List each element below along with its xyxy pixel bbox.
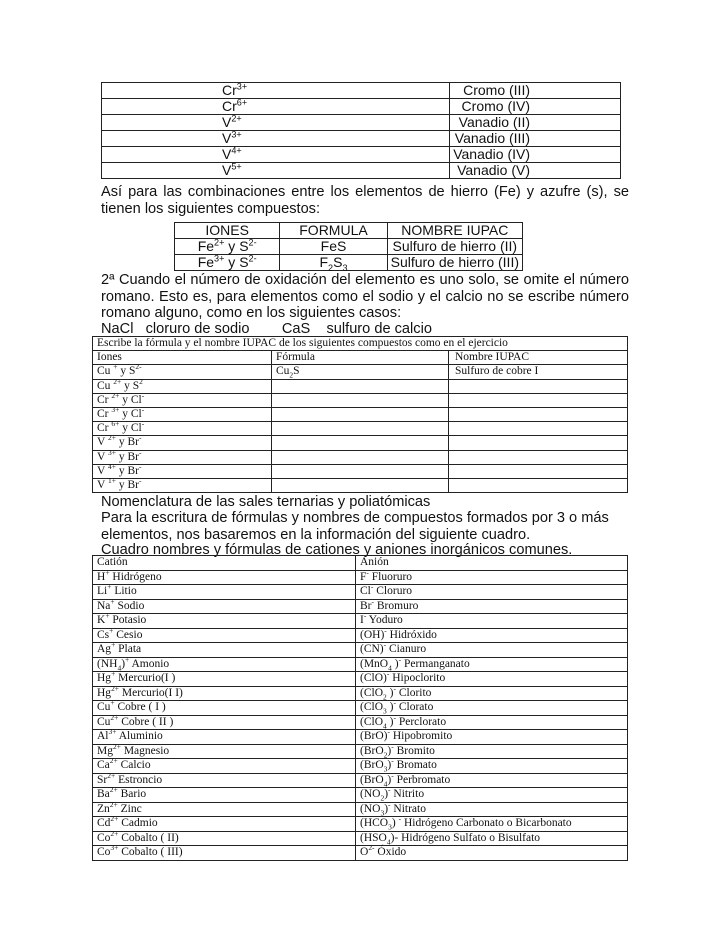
name-cell: Cromo (III) [450, 83, 621, 99]
ion-cell: $V^{3+}$ [102, 131, 450, 147]
cation-cell: $(NH_4)^+$ Amonio [93, 657, 356, 672]
iron-sulfide-table [174, 222, 523, 271]
table-row [93, 478, 628, 492]
cation-cell: $Co^{3+}$ Cobalto ( III) [93, 846, 356, 861]
anion-cell: (ClO$_4$ )- Perclorato [356, 715, 628, 730]
name-cell [449, 422, 628, 436]
ions-cell: V $^{1+}$ y Br- [93, 478, 272, 492]
section-paragraph: Para la escritura de fórmulas y nombres de compuestos formados por 3 o más elementos, nos basaremos en la información del siguiente cuadro. [101, 510, 609, 543]
cation-cell: $Al^{3+}$ Aluminio [93, 730, 356, 745]
cation-cell: Cs+ Cesio [93, 628, 356, 643]
cation-cell: $Zn^{2+}$ Zinc [93, 802, 356, 817]
anion-cell: $(HSO_4)-$ Hidrógeno Sulfato o Bisulfato [356, 831, 628, 846]
table-row [93, 450, 628, 464]
name-cell [449, 407, 628, 421]
table-row [93, 831, 628, 846]
exercise-instruction-row [93, 337, 628, 351]
cation-cell: Ag+ Plata [93, 643, 356, 658]
name-cell [449, 379, 628, 393]
header-formula: Fórmula [272, 351, 449, 365]
ions-cell: Cu $^{2+}$ y $S^2$ [93, 379, 272, 393]
ions-cell: Cr $^{2+}$ y Cl- [93, 393, 272, 407]
table-row [93, 643, 628, 658]
table-row [102, 147, 621, 163]
cation-cell: $Co^{2+}$ Cobalto ( II) [93, 831, 356, 846]
table-row [93, 599, 628, 614]
metal-ions-table [101, 82, 621, 179]
table-row [93, 393, 628, 407]
table-row [102, 99, 621, 115]
cation-cell: Na+ Sodio [93, 599, 356, 614]
rule-paragraph: 2ª Cuando el número de oxidación del elemento es uno solo, se omite el número romano. Esto es, para elementos como el sodio y el calcio no se escribe número romano alguno, como en los siguientes casos: [101, 272, 629, 321]
name-cell [449, 393, 628, 407]
name-cell: Sulfuro de hierro (III) [387, 255, 522, 271]
table-row [102, 115, 621, 131]
name-cell: Cromo (IV) [450, 99, 621, 115]
table-row [93, 817, 628, 832]
anion-cell: $O^{2-}$ Óxido [356, 846, 628, 861]
ions-table-body [93, 567, 628, 860]
ion-cell: $V^{4+}$ [102, 147, 450, 163]
anion-cell: F- Fluoruro [356, 570, 628, 585]
ions-cell: V $^{4+}$ y Br- [93, 464, 272, 478]
name-cell [449, 450, 628, 464]
header-formula: FORMULA [280, 223, 387, 239]
ions-cell: Cu + y $S^{2-}$ [93, 365, 272, 379]
anion-cell: (OH)- Hidróxido [356, 628, 628, 643]
anion-cell: (ClO)- Hipoclorito [356, 672, 628, 687]
examples-line: NaCl cloruro de sodio CaS sulfuro de calcio [101, 321, 432, 337]
exercise-table-body [93, 362, 628, 493]
formula-cell [272, 407, 449, 421]
table-row [93, 365, 628, 379]
formula-cell [272, 393, 449, 407]
anion-cell: (MnO$_4$ )- Permanganato [356, 657, 628, 672]
cation-cell: $Sr^{2+}$ Estroncio [93, 773, 356, 788]
anion-cell: (BrO$_4$)- Perbromato [356, 773, 628, 788]
table-row [175, 255, 523, 271]
ion-cell: $Cr^{6+}$ [102, 99, 450, 115]
exercise-table [92, 336, 628, 493]
anion-cell: (BrO$_2$)- Bromito [356, 744, 628, 759]
table-row [102, 83, 621, 99]
table-row [93, 464, 628, 478]
cation-cell: K+ Potasio [93, 614, 356, 629]
exercise-instruction: Escribe la fórmula y el nombre IUPAC de los siguientes compuestos como en el ejercicio [93, 337, 628, 351]
table-row [93, 657, 628, 672]
cation-cell: Hg+ Mercurio(I ) [93, 672, 356, 687]
anion-cell: (ClO$_2$ )- Clorito [356, 686, 628, 701]
anion-cell: $(HCO_3)$ - Hidrógeno Carbonato o Bicarbonato [356, 817, 628, 832]
cations-anions-table [92, 555, 628, 861]
cation-cell: $Hg^{2+}$ Mercurio(I I) [93, 686, 356, 701]
ions-cell: V $^{3+}$ y Br- [93, 450, 272, 464]
cation-cell: $Cu^{2+}$ Cobre ( II ) [93, 715, 356, 730]
name-cell: Vanadio (II) [450, 115, 621, 131]
name-cell: Sulfuro de hierro (II) [387, 239, 522, 255]
formula-cell [272, 379, 449, 393]
table-row [175, 239, 523, 255]
table-row [102, 131, 621, 147]
name-cell: Vanadio (IV) [450, 147, 621, 163]
table-row [93, 773, 628, 788]
header-iones: Iones [93, 351, 272, 365]
table-row [93, 744, 628, 759]
table-row [93, 407, 628, 421]
formula-cell: $Cu_2S$ [272, 365, 449, 379]
formula-cell: $F_2S_3$ [280, 255, 387, 271]
ion-cell: $V^{5+}$ [102, 163, 450, 179]
header-anion: Anión [356, 556, 628, 571]
ions-cell: Cr $^{3+}$ y Cl- [93, 407, 272, 421]
name-cell: Vanadio (III) [450, 131, 621, 147]
header-nombre-iupac: Nombre IUPAC [449, 351, 628, 365]
ions-cell: V $^{2+}$ y Br- [93, 436, 272, 450]
cuadro-title: Cuadro nombres y fórmulas de cationes y aniones inorgánicos comunes. [101, 542, 573, 558]
name-cell [449, 478, 628, 492]
anion-cell: I- Yoduro [356, 614, 628, 629]
table-row [93, 846, 628, 861]
section-title: Nomenclatura de las sales ternarias y poliatómicas [101, 494, 431, 510]
name-cell [449, 464, 628, 478]
table-row [93, 686, 628, 701]
cation-cell: H+ Hidrógeno [93, 570, 356, 585]
anion-cell: (ClO$_3$ )- Clorato [356, 701, 628, 716]
anion-cell: $(NO_2)^-$ Nitrito [356, 788, 628, 803]
anion-cell: Br- Bromuro [356, 599, 628, 614]
cation-cell: $Cd^{2+}$ Cadmio [93, 817, 356, 832]
ion-cell: $V^{2+}$ [102, 115, 450, 131]
formula-cell [272, 450, 449, 464]
table-row [93, 628, 628, 643]
ions-header-row [93, 556, 628, 571]
cation-cell: $Ca^{2+}$ Calcio [93, 759, 356, 774]
table-row [93, 730, 628, 745]
table-row [93, 759, 628, 774]
anion-cell: Cl- Cloruro [356, 585, 628, 600]
ions-cell: $Fe^{2+}$ y $S^{2-}$ [175, 239, 280, 255]
header-cation: Catión [93, 556, 356, 571]
table-row [93, 570, 628, 585]
iron-table-header-row [175, 223, 523, 239]
table-row [93, 672, 628, 687]
header-nombre-iupac: NOMBRE IUPAC [387, 223, 522, 239]
table-row [93, 802, 628, 817]
name-cell: Vanadio (V) [450, 163, 621, 179]
table-row [93, 701, 628, 716]
cation-cell: $Mg^{2+}$ Magnesio [93, 744, 356, 759]
formula-cell [272, 464, 449, 478]
table-row [93, 379, 628, 393]
anion-cell: (CN)- Cianuro [356, 643, 628, 658]
cation-cell: Li+ Litio [93, 585, 356, 600]
header-iones: IONES [175, 223, 280, 239]
cation-cell: $Ba^{2+}$ Bario [93, 788, 356, 803]
table-row [93, 788, 628, 803]
table-row [93, 422, 628, 436]
table-row [93, 436, 628, 450]
ions-cell: $Fe^{3+}$ y $S^{2-}$ [175, 255, 280, 271]
formula-cell: FeS [280, 239, 387, 255]
table-row [93, 614, 628, 629]
cation-cell: Cu+ Cobre ( I ) [93, 701, 356, 716]
iron-table-body [175, 239, 523, 271]
exercise-header-row [93, 351, 628, 365]
name-cell [449, 436, 628, 450]
formula-cell [272, 436, 449, 450]
table-row [93, 715, 628, 730]
ion-cell: $Cr^{3+}$ [102, 83, 450, 99]
anion-cell: (BrO$_3$)- Bromato [356, 759, 628, 774]
ions-cell: Cr $^{6+}$ y Cl- [93, 422, 272, 436]
formula-cell [272, 478, 449, 492]
anion-cell: $(NO_3)^-$ Nitrato [356, 802, 628, 817]
formula-cell [272, 422, 449, 436]
table-row [102, 163, 621, 179]
table-row [93, 585, 628, 600]
name-cell: Sulfuro de cobre I [449, 365, 628, 379]
intro-paragraph: Así para las combinaciones entre los elementos de hierro (Fe) y azufre (s), se tienen los siguientes compuestos: [101, 184, 629, 217]
anion-cell: (BrO)- Hipobromito [356, 730, 628, 745]
metal-ions-table-body [102, 83, 621, 179]
